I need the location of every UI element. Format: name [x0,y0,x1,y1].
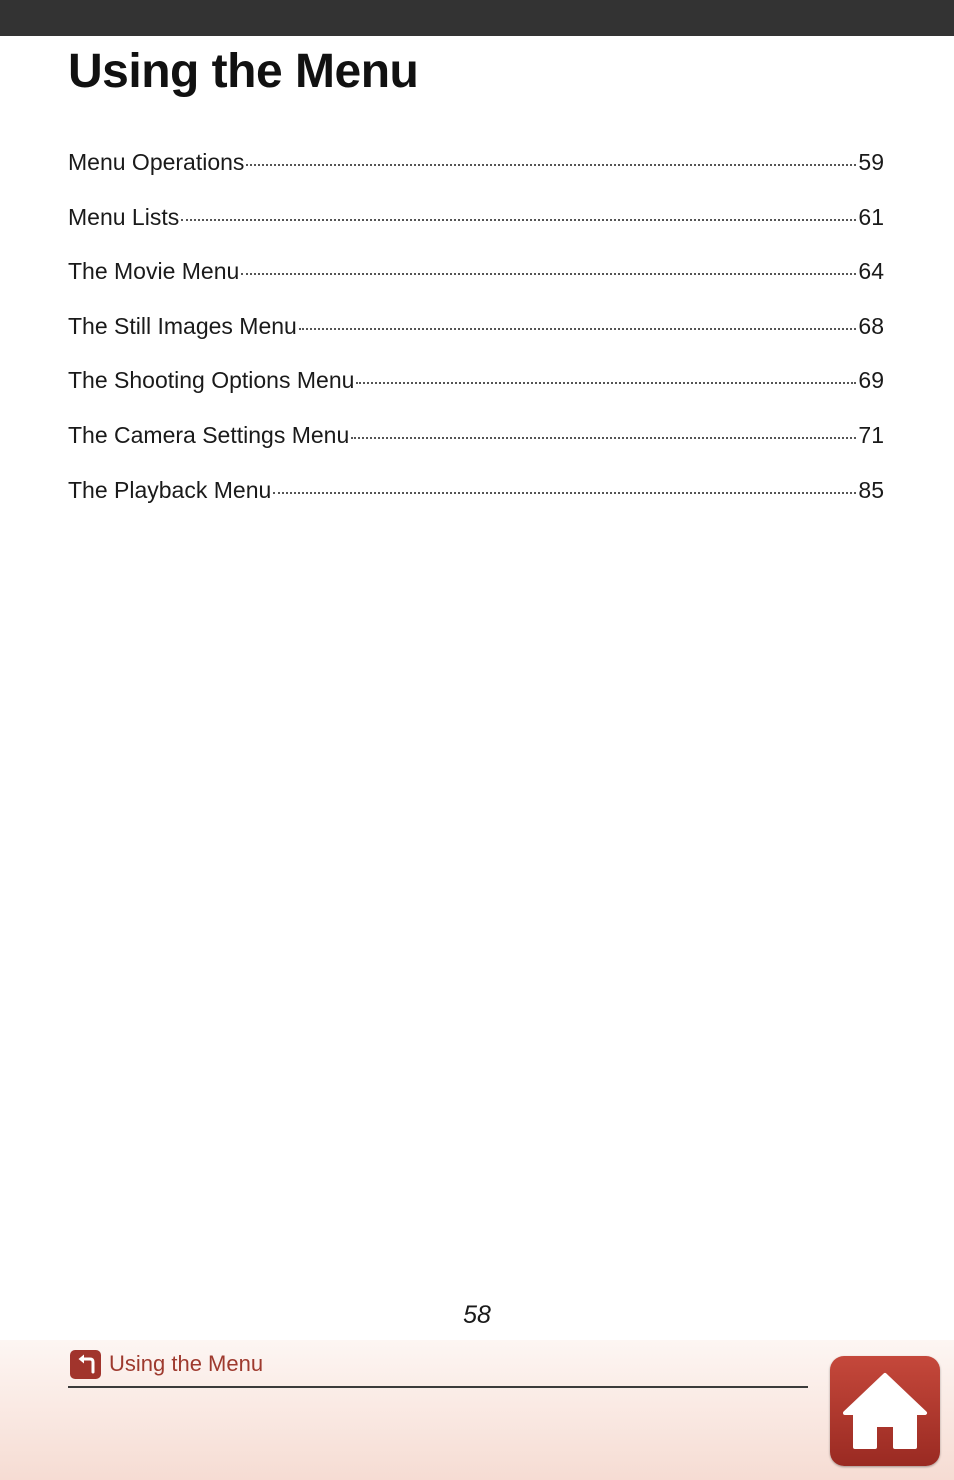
toc-item-label: The Shooting Options Menu [68,367,355,394]
dot-leader [273,489,856,494]
breadcrumb-label[interactable]: Using the Menu [109,1351,264,1376]
toc-item-page: 64 [858,258,884,285]
table-of-contents [68,146,884,528]
toc-item-page: 85 [858,476,884,503]
toc-item-camera-settings-menu[interactable] [68,419,884,474]
toc-item-page: 59 [858,149,884,175]
top-bar [0,0,954,36]
footer-divider [68,1386,808,1388]
home-icon [839,1367,931,1455]
toc-item-label: The Movie Menu [68,258,240,285]
toc-item-page: 61 [858,203,884,230]
toc-item-shooting-options-menu[interactable] [68,364,884,419]
toc-item-label: Menu Lists [68,203,180,230]
toc-item-label: Menu Operations [68,149,245,175]
dot-leader [351,434,856,439]
toc-item-menu-lists[interactable] [68,201,884,256]
page-title: Using the Menu [68,45,419,98]
toc-item-label: The Camera Settings Menu [68,421,350,448]
toc-item-page: 71 [858,421,884,448]
toc-item-movie-menu[interactable] [68,255,884,310]
dot-leader [241,270,856,275]
dot-leader [356,379,856,384]
dot-leader [181,216,856,221]
home-button[interactable] [830,1356,940,1466]
toc-item-label: The Still Images Menu [68,312,297,339]
page-number: 58 [463,1301,491,1329]
toc-item-page: 68 [858,312,884,339]
breadcrumb[interactable] [70,1349,263,1379]
back-arrow-icon[interactable] [70,1350,101,1379]
toc-item-page: 69 [858,367,884,394]
toc-item-still-images-menu[interactable] [68,310,884,365]
toc-item-menu-operations[interactable] [68,146,884,201]
dot-leader [246,161,856,166]
toc-item-playback-menu[interactable] [68,474,884,529]
dot-leader [299,325,857,330]
toc-item-label: The Playback Menu [68,476,272,503]
